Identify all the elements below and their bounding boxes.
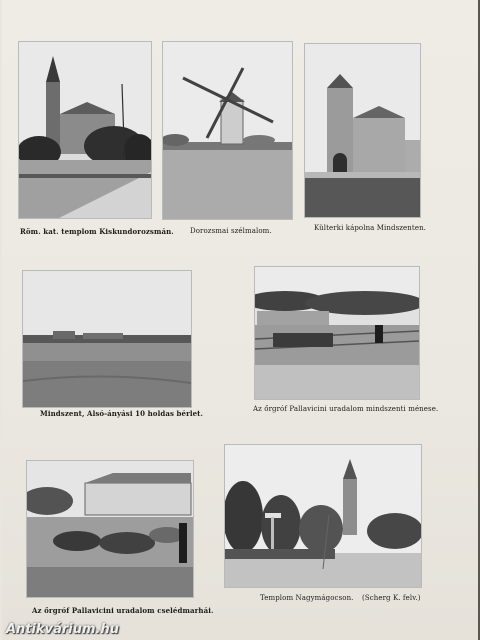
caption-stud-pallavicini: Az őrgróf Pallavicini uradalom mindszenti ménese.	[253, 405, 439, 413]
caption-church-nagymagocs: Templom Nagymágocson.	[260, 594, 354, 602]
caption-chapel-mindszent: Külterki kápolna Mindszenten.	[314, 224, 427, 232]
caption-field-mindszent: Mindszent, Alsó-ányási 10 holdas bérlet.	[40, 409, 204, 418]
photo-cattle-pallavicini	[26, 460, 194, 598]
caption-cattle-pallavicini: Az őrgróf Pallavicini uradalom cselédmarhái.	[32, 606, 214, 615]
photo-church-nagymagocs	[224, 444, 422, 588]
caption-church-kiskundorozsma: Röm. kat. templom Kiskundorozsmán.	[20, 227, 174, 236]
watermark-logo: Antikvárium.hu	[6, 622, 119, 637]
caption-windmill: Dorozsmai szélmalom.	[190, 227, 272, 235]
photo-field-mindszent	[22, 270, 192, 408]
photo-stud-pallavicini	[254, 266, 420, 400]
photo-credit: (Scherg K. felv.)	[362, 594, 421, 602]
photo-windmill	[162, 41, 293, 220]
page	[2, 0, 478, 640]
photo-chapel-mindszent	[304, 43, 421, 218]
photo-church-kiskundorozsma	[18, 41, 152, 219]
